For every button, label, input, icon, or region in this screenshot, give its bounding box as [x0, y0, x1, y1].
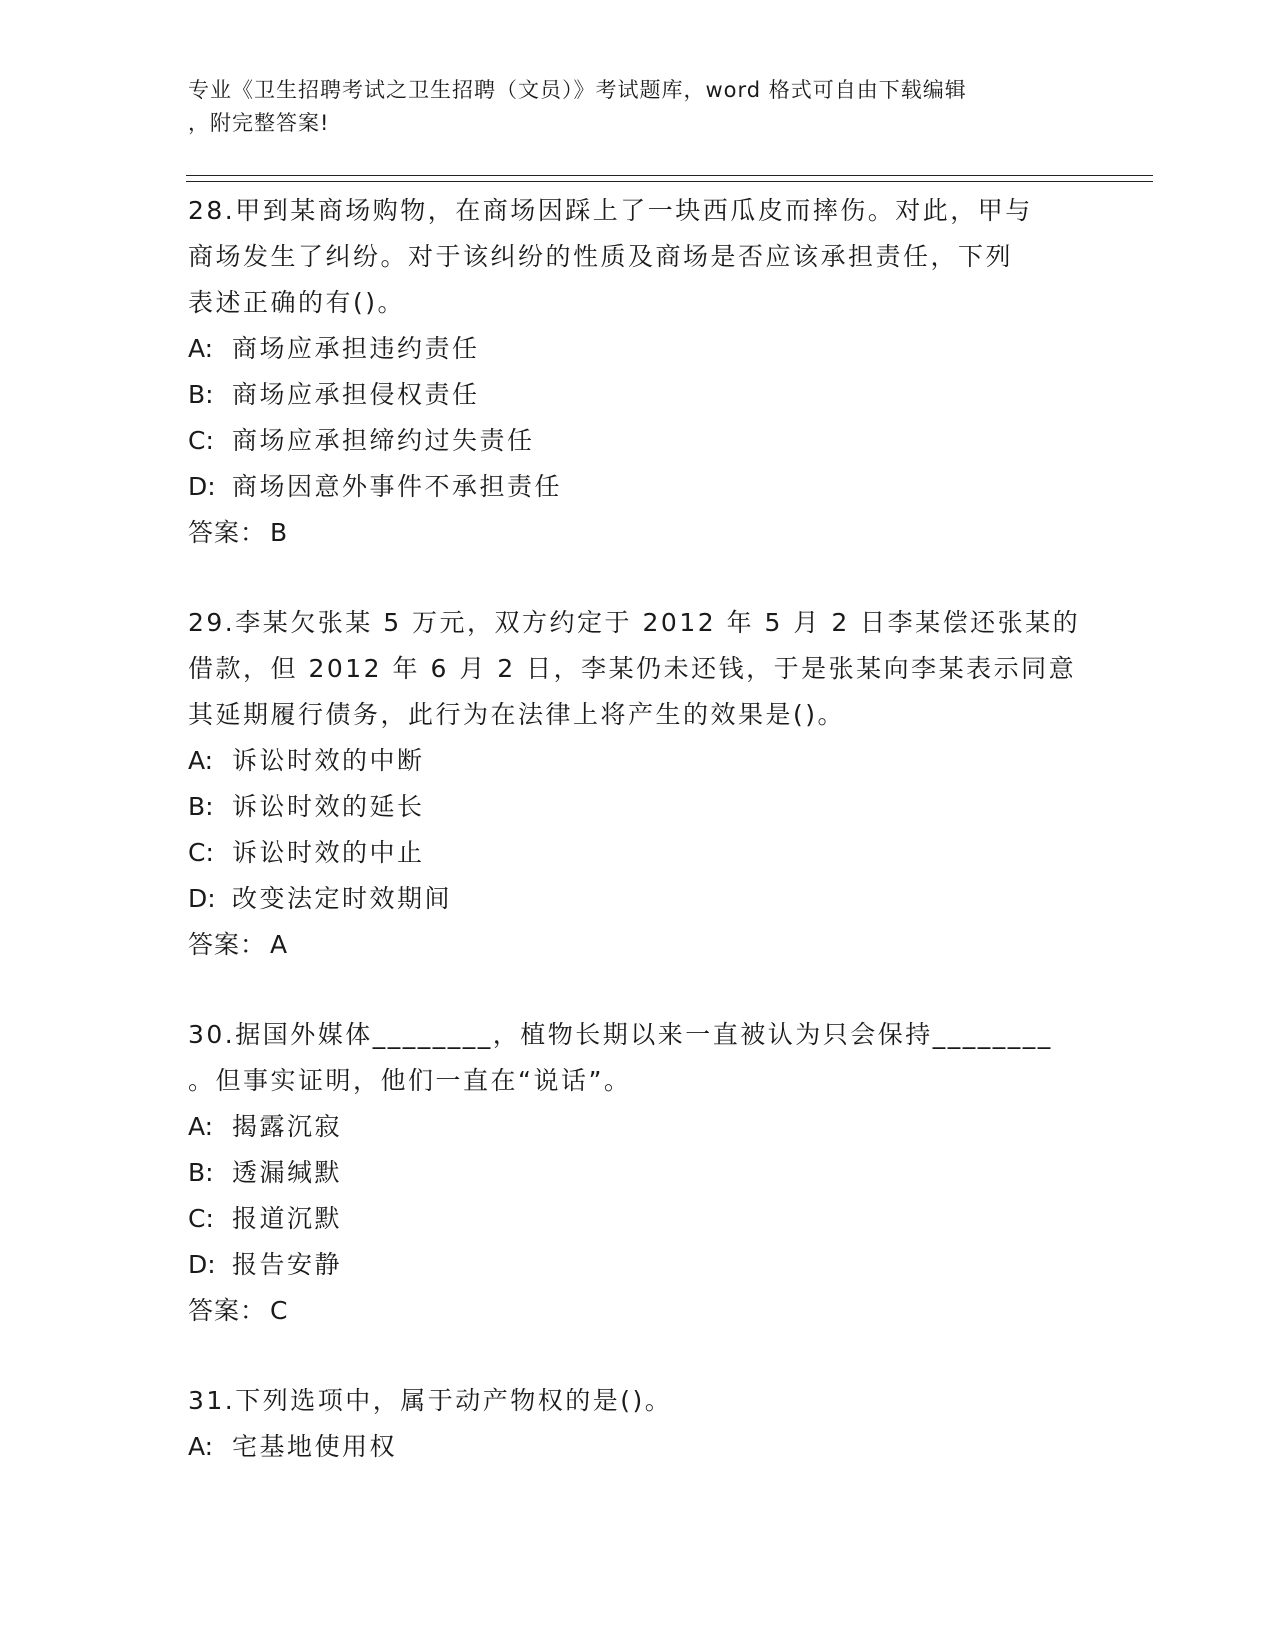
stem-line: 29.李某欠张某 5 万元，双方约定于 2012 年 5 月 2 日李某偿还张某的 — [188, 608, 1081, 637]
option-d — [188, 876, 1088, 922]
option-text: 揭露沉寂 — [232, 1112, 343, 1141]
option-a — [188, 1424, 1088, 1470]
option-c — [188, 830, 1088, 876]
question-stem — [188, 600, 1088, 738]
question-stem — [188, 1378, 1088, 1424]
option-text: 改变法定时效期间 — [232, 884, 453, 913]
stem-line: 表述正确的有()。 — [188, 288, 406, 317]
stem-line: 28.甲到某商场购物，在商场因踩上了一块西瓜皮而摔伤。对此，甲与 — [188, 196, 1033, 225]
option-text: 商场应承担侵权责任 — [232, 380, 480, 409]
option-text: 商场应承担缔约过失责任 — [232, 426, 535, 455]
option-text: 商场因意外事件不承担责任 — [232, 472, 563, 501]
stem-line: 。但事实证明，他们一直在“说话”。 — [188, 1066, 632, 1095]
question-30 — [188, 1012, 1088, 1334]
option-text: 报道沉默 — [232, 1204, 343, 1233]
option-key: A: — [188, 746, 214, 775]
option-text: 商场应承担违约责任 — [232, 334, 480, 363]
option-key: C: — [188, 1204, 214, 1233]
answer-value: C — [270, 1296, 289, 1325]
answer-label: 答案： — [188, 930, 267, 959]
option-key: B: — [188, 1158, 214, 1187]
option-text: 透漏缄默 — [232, 1158, 343, 1187]
answer-line — [188, 922, 1088, 968]
answer-line — [188, 510, 1088, 556]
question-stem — [188, 188, 1088, 326]
option-key: D: — [188, 1250, 216, 1279]
option-a — [188, 1104, 1088, 1150]
option-a — [188, 738, 1088, 784]
stem-line: 商场发生了纠纷。对于该纠纷的性质及商场是否应该承担责任，下列 — [188, 242, 1014, 271]
answer-label: 答案： — [188, 1296, 267, 1325]
header-line-1: 专业《卫生招聘考试之卫生招聘（文员）》考试题库，word 格式可自由下载编辑 — [188, 78, 967, 102]
option-b — [188, 1150, 1088, 1196]
option-text: 诉讼时效的中断 — [232, 746, 425, 775]
option-key: B: — [188, 792, 214, 821]
option-key: D: — [188, 472, 216, 501]
option-text: 诉讼时效的中止 — [232, 838, 425, 867]
stem-line: 借款，但 2012 年 6 月 2 日，李某仍未还钱，于是张某向李某表示同意 — [188, 654, 1077, 683]
option-c — [188, 418, 1088, 464]
header-divider-top — [186, 175, 1153, 176]
question-31 — [188, 1378, 1088, 1470]
header-line-2: ，附完整答案! — [188, 111, 330, 135]
question-29 — [188, 600, 1088, 968]
question-28 — [188, 188, 1088, 556]
option-a — [188, 326, 1088, 372]
stem-line: 其延期履行债务，此行为在法律上将产生的效果是()。 — [188, 700, 846, 729]
stem-line: 31.下列选项中，属于动产物权的是()。 — [188, 1386, 673, 1415]
document-header — [188, 74, 1068, 140]
question-stem — [188, 1012, 1088, 1104]
option-text: 诉讼时效的延长 — [232, 792, 425, 821]
option-d — [188, 1242, 1088, 1288]
answer-line — [188, 1288, 1088, 1334]
header-divider-bottom — [186, 181, 1153, 182]
option-key: C: — [188, 838, 214, 867]
option-key: D: — [188, 884, 216, 913]
option-key: A: — [188, 1112, 214, 1141]
option-key: A: — [188, 1432, 214, 1461]
stem-line: 30.据国外媒体________，植物长期以来一直被认为只会保持________ — [188, 1020, 1053, 1049]
option-c — [188, 1196, 1088, 1242]
option-text: 报告安静 — [232, 1250, 343, 1279]
option-key: C: — [188, 426, 214, 455]
option-b — [188, 372, 1088, 418]
answer-label: 答案： — [188, 518, 267, 547]
answer-value: B — [270, 518, 289, 547]
option-key: A: — [188, 334, 214, 363]
answer-value: A — [270, 930, 289, 959]
option-d — [188, 464, 1088, 510]
option-b — [188, 784, 1088, 830]
option-key: B: — [188, 380, 214, 409]
option-text: 宅基地使用权 — [232, 1432, 398, 1461]
